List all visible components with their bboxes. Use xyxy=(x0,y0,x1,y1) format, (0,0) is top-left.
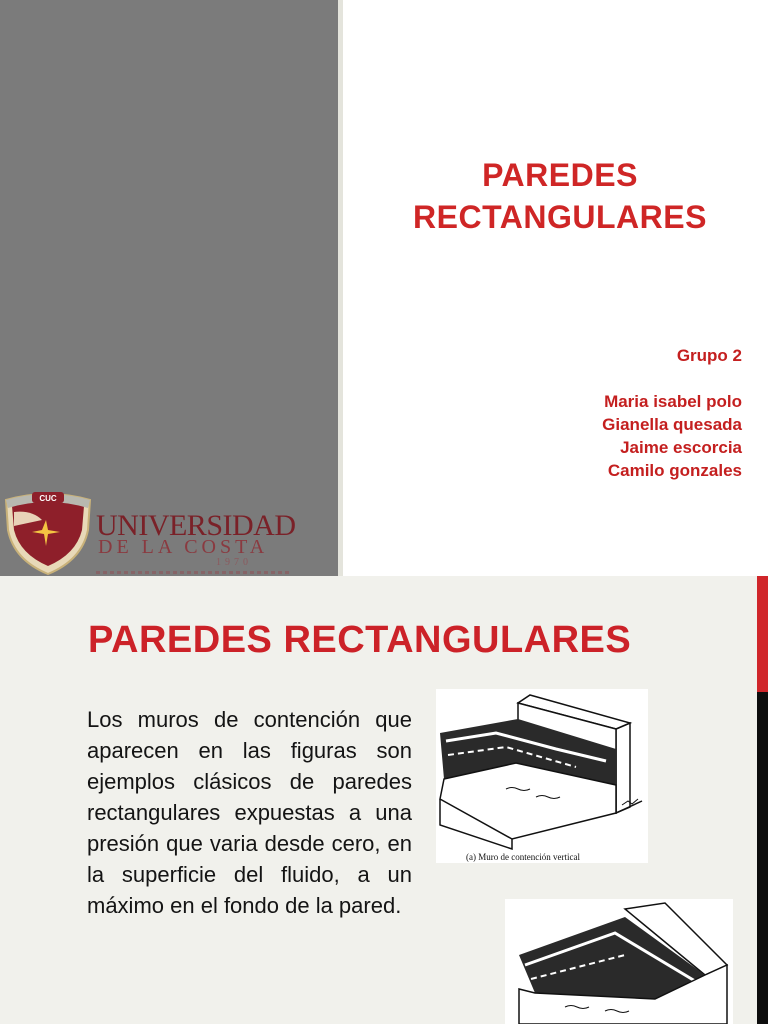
accent-bar-black xyxy=(757,692,768,1024)
logo-tagline xyxy=(96,571,291,574)
logo-year: 1970 xyxy=(216,557,252,568)
content-slide xyxy=(0,576,768,1024)
logo-wordmark-line-1: UNIVERSIDAD xyxy=(96,509,296,542)
title-line-1: PAREDES xyxy=(482,157,638,193)
retaining-wall-illustration xyxy=(436,689,648,863)
author-name: Maria isabel polo xyxy=(604,392,742,411)
accent-bar-red xyxy=(757,576,768,692)
university-logo xyxy=(2,490,302,576)
sloped-wall-illustration xyxy=(505,899,733,1024)
slide-heading: PAREDES RECTANGULARES xyxy=(88,619,632,661)
authors-block xyxy=(422,344,742,482)
figure-caption: (a) Muro de contención vertical xyxy=(466,852,580,862)
author-name: Jaime escorcia xyxy=(620,438,742,457)
figure-sloped-retaining-wall xyxy=(505,899,733,1024)
body-paragraph: Los muros de contención que aparecen en las figuras son ejemplos clásicos de paredes rectangulares expuestas a una presión que varia desde cero, en la superficie del fluido, a un máximo en el fondo de la pared. xyxy=(87,707,412,918)
figure-vertical-retaining-wall xyxy=(436,689,648,863)
logo-badge-text: CUC xyxy=(39,494,57,503)
slide-title xyxy=(360,154,760,238)
group-label: Grupo 2 xyxy=(676,346,742,365)
title-line-2: RECTANGULARES xyxy=(413,199,707,235)
author-name: Gianella quesada xyxy=(602,415,742,434)
panel-divider xyxy=(338,0,343,576)
shield-crest-icon xyxy=(2,490,94,576)
author-name: Camilo gonzales xyxy=(607,461,742,480)
logo-wordmark-line-2: DE LA COSTA xyxy=(98,536,269,558)
